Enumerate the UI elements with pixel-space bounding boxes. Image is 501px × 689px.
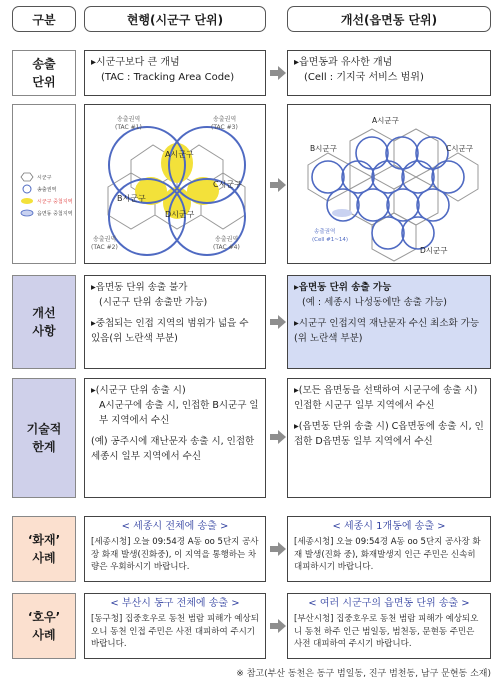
diagram-current-svg	[85, 105, 267, 265]
tac2-sub: (TAC #2)	[91, 244, 118, 251]
tac1-sub: (TAC #1)	[115, 124, 142, 131]
improvement-current-1b: (시군구 단위 송출만 가능)	[99, 297, 208, 308]
legend-label-2: 시군구 중첩지역	[37, 199, 73, 205]
label-unit	[12, 50, 76, 96]
arrow-fire	[270, 542, 287, 556]
header-improved: 개선(읍면동 단위)	[287, 6, 491, 32]
imp-b-label: B시군구	[310, 144, 337, 153]
rain-improved-body: [부산시청] 집중호우로 동천 범람 피해가 예상되오니 동천 하주 인근 범일동, 범천동, 문현동 주민은 사전 대피하여 주시기 바랍니다.	[294, 614, 479, 649]
arrow-unit	[270, 66, 287, 80]
limit-improved-1: ▸(모든 읍면동을 선택하여 시군구에 송출 시) 인접한 시군구 일부 지역에서 수신	[294, 385, 478, 411]
label-limit-line1: 기술적	[26, 422, 62, 436]
fire-current-body: [세종시청] 오늘 09:54경 A동 oo 5단지 공사장 화재 발생(진화중), 이 지역을 통행하는 차량은 우회하시기 바랍니다.	[91, 537, 259, 572]
current-b-label: B시군구	[117, 194, 146, 203]
tac2-label: 송출권역	[93, 236, 117, 243]
diagram-current	[84, 104, 266, 264]
arrow-diagram	[270, 178, 287, 192]
limit-current-1b: A시군구에 송출 시, 인접한 B시군구 일부 지역에서 수신	[99, 400, 259, 426]
tac4-label: 송출권역	[215, 236, 239, 243]
header-category: 구분	[12, 6, 76, 32]
improvement-improved-1: ▸읍면동 단위 송출 가능	[294, 282, 392, 293]
unit-current	[84, 50, 266, 96]
yellow-legend-icon	[21, 198, 33, 204]
limit-improved-2: ▸(읍면동 단위 송출 시) C읍면동에 송출 시, 인접한 D읍면동 일부 지역에서 수신	[294, 421, 484, 447]
label-limit	[12, 378, 76, 498]
cell-label: 송출권역	[314, 229, 336, 235]
imp-c-label: C시군구	[446, 144, 473, 153]
tac1-label: 송출권역	[117, 116, 141, 123]
rain-improved	[287, 593, 491, 659]
label-improvement-line1: 개선	[32, 306, 56, 320]
fire-current	[84, 516, 266, 582]
label-fire-line2: 사례	[32, 551, 56, 565]
imp-d-label: D시군구	[420, 246, 448, 255]
legend-svg	[13, 105, 77, 265]
tac4-sub: (TAC #4)	[213, 244, 240, 251]
improvement-current-2: ▸중첩되는 인접 지역의 범위가 넓을 수 있음(위 노란색 부분)	[91, 318, 249, 344]
blue-legend-icon	[21, 210, 33, 216]
label-unit-line2: 단위	[32, 75, 56, 89]
current-d-label: D시군구	[165, 210, 195, 219]
arrow-limit	[270, 430, 287, 444]
cell-sub: (Cell #1~14)	[312, 237, 349, 243]
improvement-improved	[287, 275, 491, 369]
legend-label-0: 시군구	[37, 175, 52, 181]
hexagon-legend-icon	[21, 173, 33, 181]
fire-current-title: < 세종시 전체에 송출 >	[121, 521, 229, 532]
arrow-rain	[270, 619, 287, 633]
legend-box	[12, 104, 76, 264]
label-improvement-line2: 사항	[32, 324, 56, 338]
limit-current-2: (예) 공주시에 재난문자 송출 시, 인접한 세종시 일부 지역에서 수신	[91, 436, 255, 462]
overlap-ac	[161, 143, 193, 183]
label-limit-line2: 한계	[32, 440, 56, 454]
limit-current	[84, 378, 266, 498]
ring-legend-icon	[23, 185, 31, 193]
tac3-label: 송출권역	[213, 116, 237, 123]
current-a-label: A시군구	[165, 150, 194, 159]
legend-label-1: 송출권역	[37, 187, 57, 193]
header-current: 현행(시군구 단위)	[84, 6, 266, 32]
limit-improved	[287, 378, 491, 498]
rain-improved-title: < 여러 시군구의 읍면동 단위 송출 >	[308, 598, 470, 609]
legend-label-3: 읍면동 중첩지역	[37, 211, 73, 217]
arrow-improvement	[270, 315, 287, 329]
rain-current-body: [동구청] 집중호우로 동천 범람 피해가 예상되오니 동천 인접 주민은 사전 대피하여 주시기 바랍니다.	[91, 614, 259, 649]
tac3-sub: (TAC #3)	[211, 124, 238, 131]
diagram-improved	[287, 104, 491, 264]
fire-improved	[287, 516, 491, 582]
label-fire	[12, 516, 76, 582]
cell-highlight	[332, 209, 352, 217]
rain-current	[84, 593, 266, 659]
imp-a-label: A시군구	[372, 116, 399, 125]
label-improvement	[12, 275, 76, 369]
label-rain-line2: 사례	[32, 628, 56, 642]
label-rain-line1: ‘호우’	[27, 610, 61, 624]
improvement-current-1: ▸읍면동 단위 송출 불가	[91, 282, 188, 293]
limit-current-1: ▸(시군구 단위 송출 시)	[91, 385, 186, 396]
label-rain	[12, 593, 76, 659]
unit-improved	[287, 50, 491, 96]
improvement-improved-2: ▸시군구 인접지역 재난문자 수신 최소화 가능(위 노란색 부분)	[294, 318, 480, 344]
unit-improved-line2: (Cell : 기지국 서비스 범위)	[304, 72, 424, 83]
footnote: ※ 참고(부산 동천은 동구 범일동, 진구 범천동, 남구 문현동 소재)	[236, 669, 491, 679]
current-c-label: C시군구	[213, 180, 242, 189]
rain-current-title: < 부산시 동구 전체에 송출 >	[110, 598, 240, 609]
fire-improved-body: [세종시청] 오늘 09:54경 A동 oo 5단지 공사장 화재 발생(진화 중), 화재발생지 인근 주민은 신속히 대피하시기 바랍니다.	[294, 537, 481, 572]
unit-improved-line1: ▸읍면동과 유사한 개념	[294, 57, 393, 68]
fire-improved-title: < 세종시 1개동에 송출 >	[332, 521, 446, 532]
improvement-current	[84, 275, 266, 369]
improvement-improved-1b: (예 : 세종시 나성동에만 송출 가능)	[302, 297, 448, 308]
unit-current-line1: ▸시군구보다 큰 개념	[91, 57, 180, 68]
unit-current-line2: (TAC : Tracking Area Code)	[101, 72, 235, 83]
label-fire-line1: ‘화재’	[27, 533, 61, 547]
diagram-improved-svg	[288, 105, 492, 265]
label-unit-line1: 송출	[32, 57, 56, 71]
